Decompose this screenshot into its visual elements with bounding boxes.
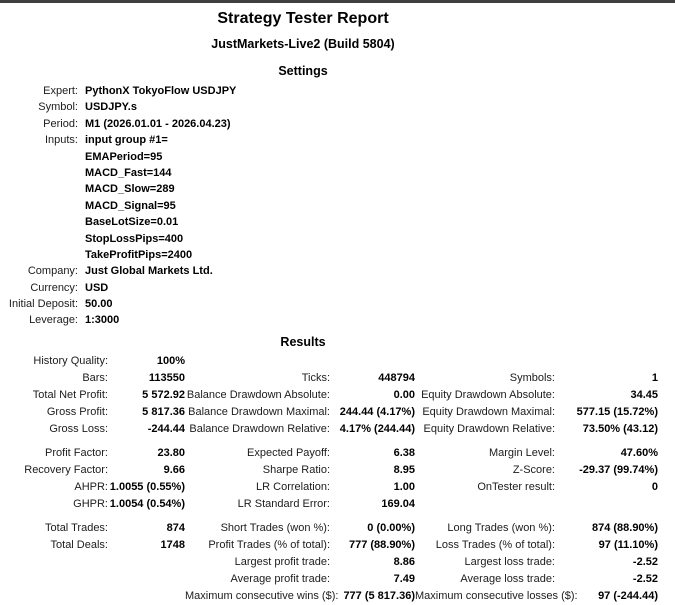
result-value: 1.0054 (0.54%) bbox=[109, 497, 185, 510]
result-value: 5 817.36 bbox=[142, 405, 185, 418]
result-value: 777 (88.90%) bbox=[348, 538, 415, 551]
result-label: Balance Drawdown Absolute: bbox=[186, 388, 330, 401]
result-value: 9.66 bbox=[163, 463, 185, 476]
result-label: OnTester result: bbox=[477, 480, 555, 493]
result-value: 0 bbox=[651, 480, 658, 493]
results-row bbox=[0, 520, 675, 537]
settings-value: USDJPY.s bbox=[85, 101, 137, 114]
result-label: Average profit trade: bbox=[230, 572, 330, 585]
settings-row bbox=[0, 116, 675, 132]
server-build-subtitle: JustMarkets-Live2 (Build 5804) bbox=[211, 37, 395, 51]
result-value: -2.52 bbox=[632, 555, 658, 568]
results-row bbox=[0, 479, 675, 496]
settings-label bbox=[0, 165, 78, 181]
result-value: 8.95 bbox=[393, 463, 415, 476]
settings-label: Initial Deposit: bbox=[8, 298, 78, 311]
settings-label bbox=[0, 214, 78, 230]
result-label: Equity Drawdown Absolute: bbox=[421, 388, 555, 401]
results-row bbox=[0, 496, 675, 513]
result-value: 777 (5 817.36) bbox=[343, 589, 415, 602]
result-value: 0 (0.00%) bbox=[367, 521, 415, 534]
settings-label: Leverage: bbox=[29, 314, 78, 327]
result-label: Balance Drawdown Relative: bbox=[189, 422, 330, 435]
result-label: Short Trades (won %): bbox=[220, 521, 330, 534]
result-label: Total Deals: bbox=[50, 538, 108, 551]
results-heading: Results bbox=[280, 334, 326, 349]
settings-value: StopLossPips=400 bbox=[85, 232, 184, 245]
result-label: Loss Trades (% of total): bbox=[435, 538, 555, 551]
result-label: Recovery Factor: bbox=[24, 463, 108, 476]
settings-value: EMAPeriod=95 bbox=[85, 150, 163, 163]
result-value bbox=[108, 588, 185, 605]
result-label: LR Standard Error: bbox=[237, 497, 330, 510]
result-label: Ticks: bbox=[301, 371, 330, 384]
results-row bbox=[0, 387, 675, 404]
result-value: 874 bbox=[166, 521, 185, 534]
result-value bbox=[555, 496, 658, 513]
result-label: Equity Drawdown Maximal: bbox=[422, 405, 555, 418]
result-label: Balance Drawdown Maximal: bbox=[188, 405, 330, 418]
settings-table bbox=[0, 83, 675, 329]
settings-row bbox=[0, 83, 675, 99]
result-value: 113550 bbox=[148, 371, 185, 384]
results-group bbox=[0, 445, 675, 513]
settings-value: M1 (2026.01.01 - 2026.04.23) bbox=[85, 117, 231, 130]
result-label: Symbols: bbox=[509, 371, 555, 384]
result-value: 6.38 bbox=[393, 446, 415, 459]
results-row bbox=[0, 421, 675, 438]
result-value: 8.86 bbox=[393, 555, 415, 568]
settings-row bbox=[0, 312, 675, 328]
settings-value: Just Global Markets Ltd. bbox=[85, 265, 213, 278]
settings-row bbox=[0, 247, 675, 263]
result-label: Maximum consecutive wins ($): bbox=[185, 589, 339, 602]
result-label: GHPR: bbox=[73, 497, 108, 510]
result-value: 7.49 bbox=[393, 572, 415, 585]
result-label: Sharpe Ratio: bbox=[262, 463, 330, 476]
settings-row bbox=[0, 132, 675, 148]
settings-row bbox=[0, 280, 675, 296]
result-label: Average loss trade: bbox=[460, 572, 555, 585]
result-label: Equity Drawdown Relative: bbox=[423, 422, 555, 435]
results-row bbox=[0, 554, 675, 571]
result-value: 5 572.92 bbox=[142, 388, 185, 401]
settings-row bbox=[0, 149, 675, 165]
result-value bbox=[555, 353, 658, 370]
result-value bbox=[108, 571, 185, 588]
result-label: Largest loss trade: bbox=[464, 555, 555, 568]
result-value: 47.60% bbox=[620, 446, 658, 459]
settings-row bbox=[0, 198, 675, 214]
result-value: -2.52 bbox=[632, 572, 658, 585]
result-value: 244.44 (4.17%) bbox=[339, 405, 415, 418]
result-value: -244.44 bbox=[147, 422, 185, 435]
settings-label: Expert: bbox=[43, 85, 78, 97]
settings-heading: Settings bbox=[278, 64, 328, 78]
results-row bbox=[0, 537, 675, 554]
result-label: Total Net Profit: bbox=[32, 388, 108, 401]
results-group bbox=[0, 353, 675, 438]
result-value: 73.50% (43.12) bbox=[582, 422, 658, 435]
result-label: Maximum consecutive losses ($): bbox=[415, 589, 578, 602]
result-label: Long Trades (won %): bbox=[447, 521, 555, 534]
settings-value: PythonX TokyoFlow USDJPY bbox=[85, 85, 237, 97]
settings-value: MACD_Slow=289 bbox=[85, 183, 175, 196]
result-value: 0.00 bbox=[393, 388, 415, 401]
results-row bbox=[0, 571, 675, 588]
result-value: 448794 bbox=[378, 371, 415, 384]
result-value bbox=[108, 554, 185, 571]
result-value: 97 (11.10%) bbox=[598, 538, 658, 551]
result-value: 874 (88.90%) bbox=[591, 521, 658, 534]
settings-value: MACD_Fast=144 bbox=[85, 166, 172, 179]
settings-label: Period: bbox=[43, 117, 78, 130]
result-label bbox=[415, 496, 555, 513]
result-label bbox=[0, 571, 108, 588]
results-row bbox=[0, 404, 675, 421]
report-title: Strategy Tester Report bbox=[217, 10, 389, 27]
result-label: Gross Profit: bbox=[46, 405, 108, 418]
results-row bbox=[0, 588, 675, 605]
result-value: 169.04 bbox=[381, 497, 415, 510]
settings-label: Symbol: bbox=[38, 101, 78, 114]
result-label: History Quality: bbox=[33, 354, 108, 367]
results-row bbox=[0, 445, 675, 462]
settings-label: Inputs: bbox=[44, 134, 78, 147]
results-row bbox=[0, 462, 675, 479]
settings-label bbox=[0, 231, 78, 247]
result-value: 100% bbox=[156, 354, 185, 367]
result-label: Profit Factor: bbox=[45, 446, 108, 459]
top-border bbox=[0, 0, 675, 3]
settings-value: BaseLotSize=0.01 bbox=[85, 216, 179, 229]
settings-value: input group #1= bbox=[85, 134, 168, 147]
result-label: Profit Trades (% of total): bbox=[208, 538, 330, 551]
result-label bbox=[415, 353, 555, 370]
settings-label bbox=[0, 198, 78, 214]
settings-label bbox=[0, 181, 78, 197]
settings-label: Company: bbox=[27, 265, 78, 278]
results-group bbox=[0, 520, 675, 605]
results-row bbox=[0, 353, 675, 370]
result-label: Margin Level: bbox=[488, 446, 555, 459]
settings-row bbox=[0, 99, 675, 115]
settings-value: 50.00 bbox=[85, 298, 113, 311]
settings-value: USD bbox=[85, 281, 109, 294]
result-value: 1748 bbox=[160, 538, 185, 551]
result-label: Largest profit trade: bbox=[234, 555, 330, 568]
result-value: 97 (-244.44) bbox=[598, 589, 658, 602]
result-label: Z-Score: bbox=[512, 463, 555, 476]
result-label: Gross Loss: bbox=[49, 422, 108, 435]
settings-row bbox=[0, 214, 675, 230]
settings-label bbox=[0, 247, 78, 263]
result-value: 1.00 bbox=[393, 480, 415, 493]
result-label: AHPR: bbox=[74, 480, 108, 493]
result-label: Bars: bbox=[82, 371, 108, 384]
result-value: 23.80 bbox=[157, 446, 185, 459]
result-value bbox=[330, 353, 415, 370]
settings-value: MACD_Signal=95 bbox=[85, 199, 176, 212]
result-label: LR Correlation: bbox=[256, 480, 330, 493]
settings-value: TakeProfitPips=2400 bbox=[85, 248, 193, 261]
results-table bbox=[0, 353, 675, 605]
result-label: Total Trades: bbox=[45, 521, 108, 534]
settings-row bbox=[0, 181, 675, 197]
result-label bbox=[0, 588, 108, 605]
settings-row bbox=[0, 165, 675, 181]
result-label: Expected Payoff: bbox=[247, 446, 330, 459]
result-value: 34.45 bbox=[630, 388, 658, 401]
result-value: -29.37 (99.74%) bbox=[579, 463, 658, 476]
results-row bbox=[0, 370, 675, 387]
settings-label: Currency: bbox=[30, 281, 78, 294]
settings-label bbox=[0, 149, 78, 165]
result-value: 1.0055 (0.55%) bbox=[109, 480, 185, 493]
settings-value: 1:3000 bbox=[85, 314, 120, 327]
settings-row bbox=[0, 231, 675, 247]
result-value: 1 bbox=[651, 371, 658, 384]
result-value: 4.17% (244.44) bbox=[339, 422, 415, 435]
result-value: 577.15 (15.72%) bbox=[576, 405, 658, 418]
settings-row bbox=[0, 296, 675, 312]
result-label bbox=[185, 353, 330, 370]
result-label bbox=[0, 554, 108, 571]
settings-row bbox=[0, 263, 675, 279]
